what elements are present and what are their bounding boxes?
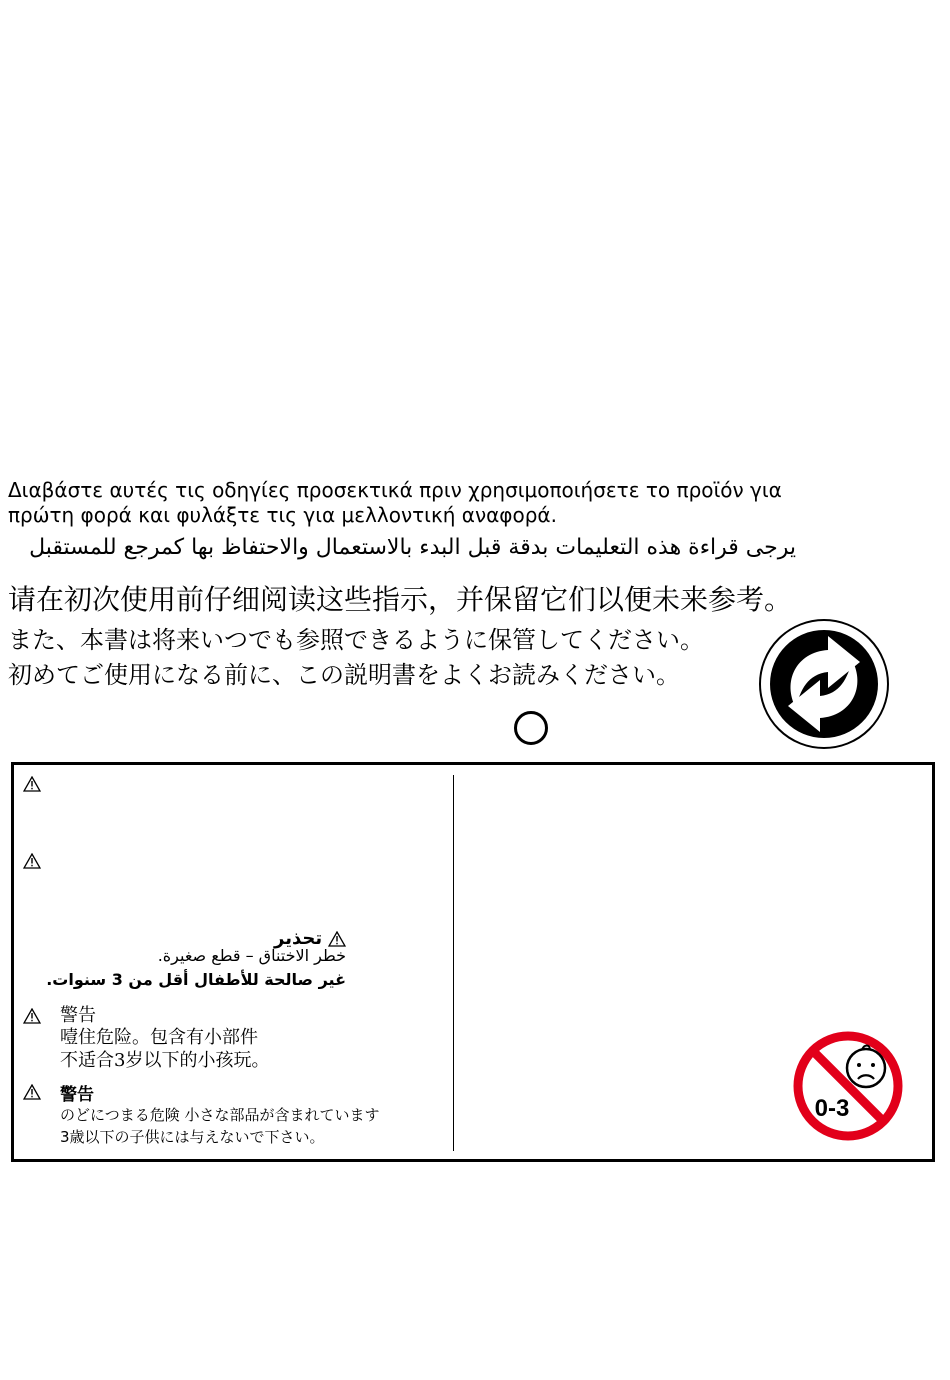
- circle-mark-icon: [513, 710, 549, 746]
- warning-triangle-icon: [23, 853, 41, 869]
- chinese-warning-title: 警告: [60, 1005, 96, 1026]
- japanese-instructions-line1: また、本書は将来いつでも参照できるように保管してください。: [8, 626, 704, 654]
- green-dot-recycling-icon: [756, 616, 892, 752]
- arabic-warning-line2: غير صالحة للأطفال أقل من 3 سنوات.: [46, 970, 346, 989]
- warning-triangle-icon: [328, 931, 346, 947]
- japanese-instructions-line2: 初めてご使用になる前に、この説明書をよくお読みください。: [8, 661, 680, 689]
- warning-box-divider: [453, 775, 454, 1151]
- greek-instructions-line2: πρώτη φορά και φυλάξτε τις για μελλοντική αναφορά.: [8, 503, 557, 527]
- warning-triangle-icon: [23, 1008, 41, 1024]
- not-suitable-under-3-icon: [792, 1030, 904, 1142]
- japanese-warning-line2: 3歳以下の子供には与えないで下さい。: [60, 1128, 325, 1146]
- arabic-warning-line1: خطر الاختناق – قطع صغيرة.: [157, 946, 346, 965]
- chinese-instructions: 请在初次使用前仔细阅读这些指示，并保留它们以便未来参考。: [8, 583, 793, 616]
- japanese-warning-title: 警告: [60, 1085, 94, 1105]
- chinese-warning-line1: 噎住危险。包含有小部件: [60, 1027, 258, 1048]
- warning-triangle-icon: [23, 1084, 41, 1100]
- arabic-warning-title: تحذير: [274, 928, 323, 949]
- arabic-instructions: يرجى قراءة هذه التعليمات بدقة قبل البدء بالاستعمال والاحتفاظ بها كمرجع للمستقبل: [29, 535, 796, 560]
- warning-triangle-icon: [23, 776, 41, 792]
- greek-instructions-line1: Διαβάστε αυτές τις οδηγίες προσεκτικά πριν χρησιμοποιήσετε το προϊόν για: [8, 478, 782, 502]
- japanese-warning-line1: のどにつまる危険 小さな部品が含まれています: [60, 1106, 380, 1124]
- age-range-label: 0-3: [814, 1095, 850, 1122]
- chinese-warning-line2: 不适合3岁以下的小孩玩。: [60, 1050, 270, 1071]
